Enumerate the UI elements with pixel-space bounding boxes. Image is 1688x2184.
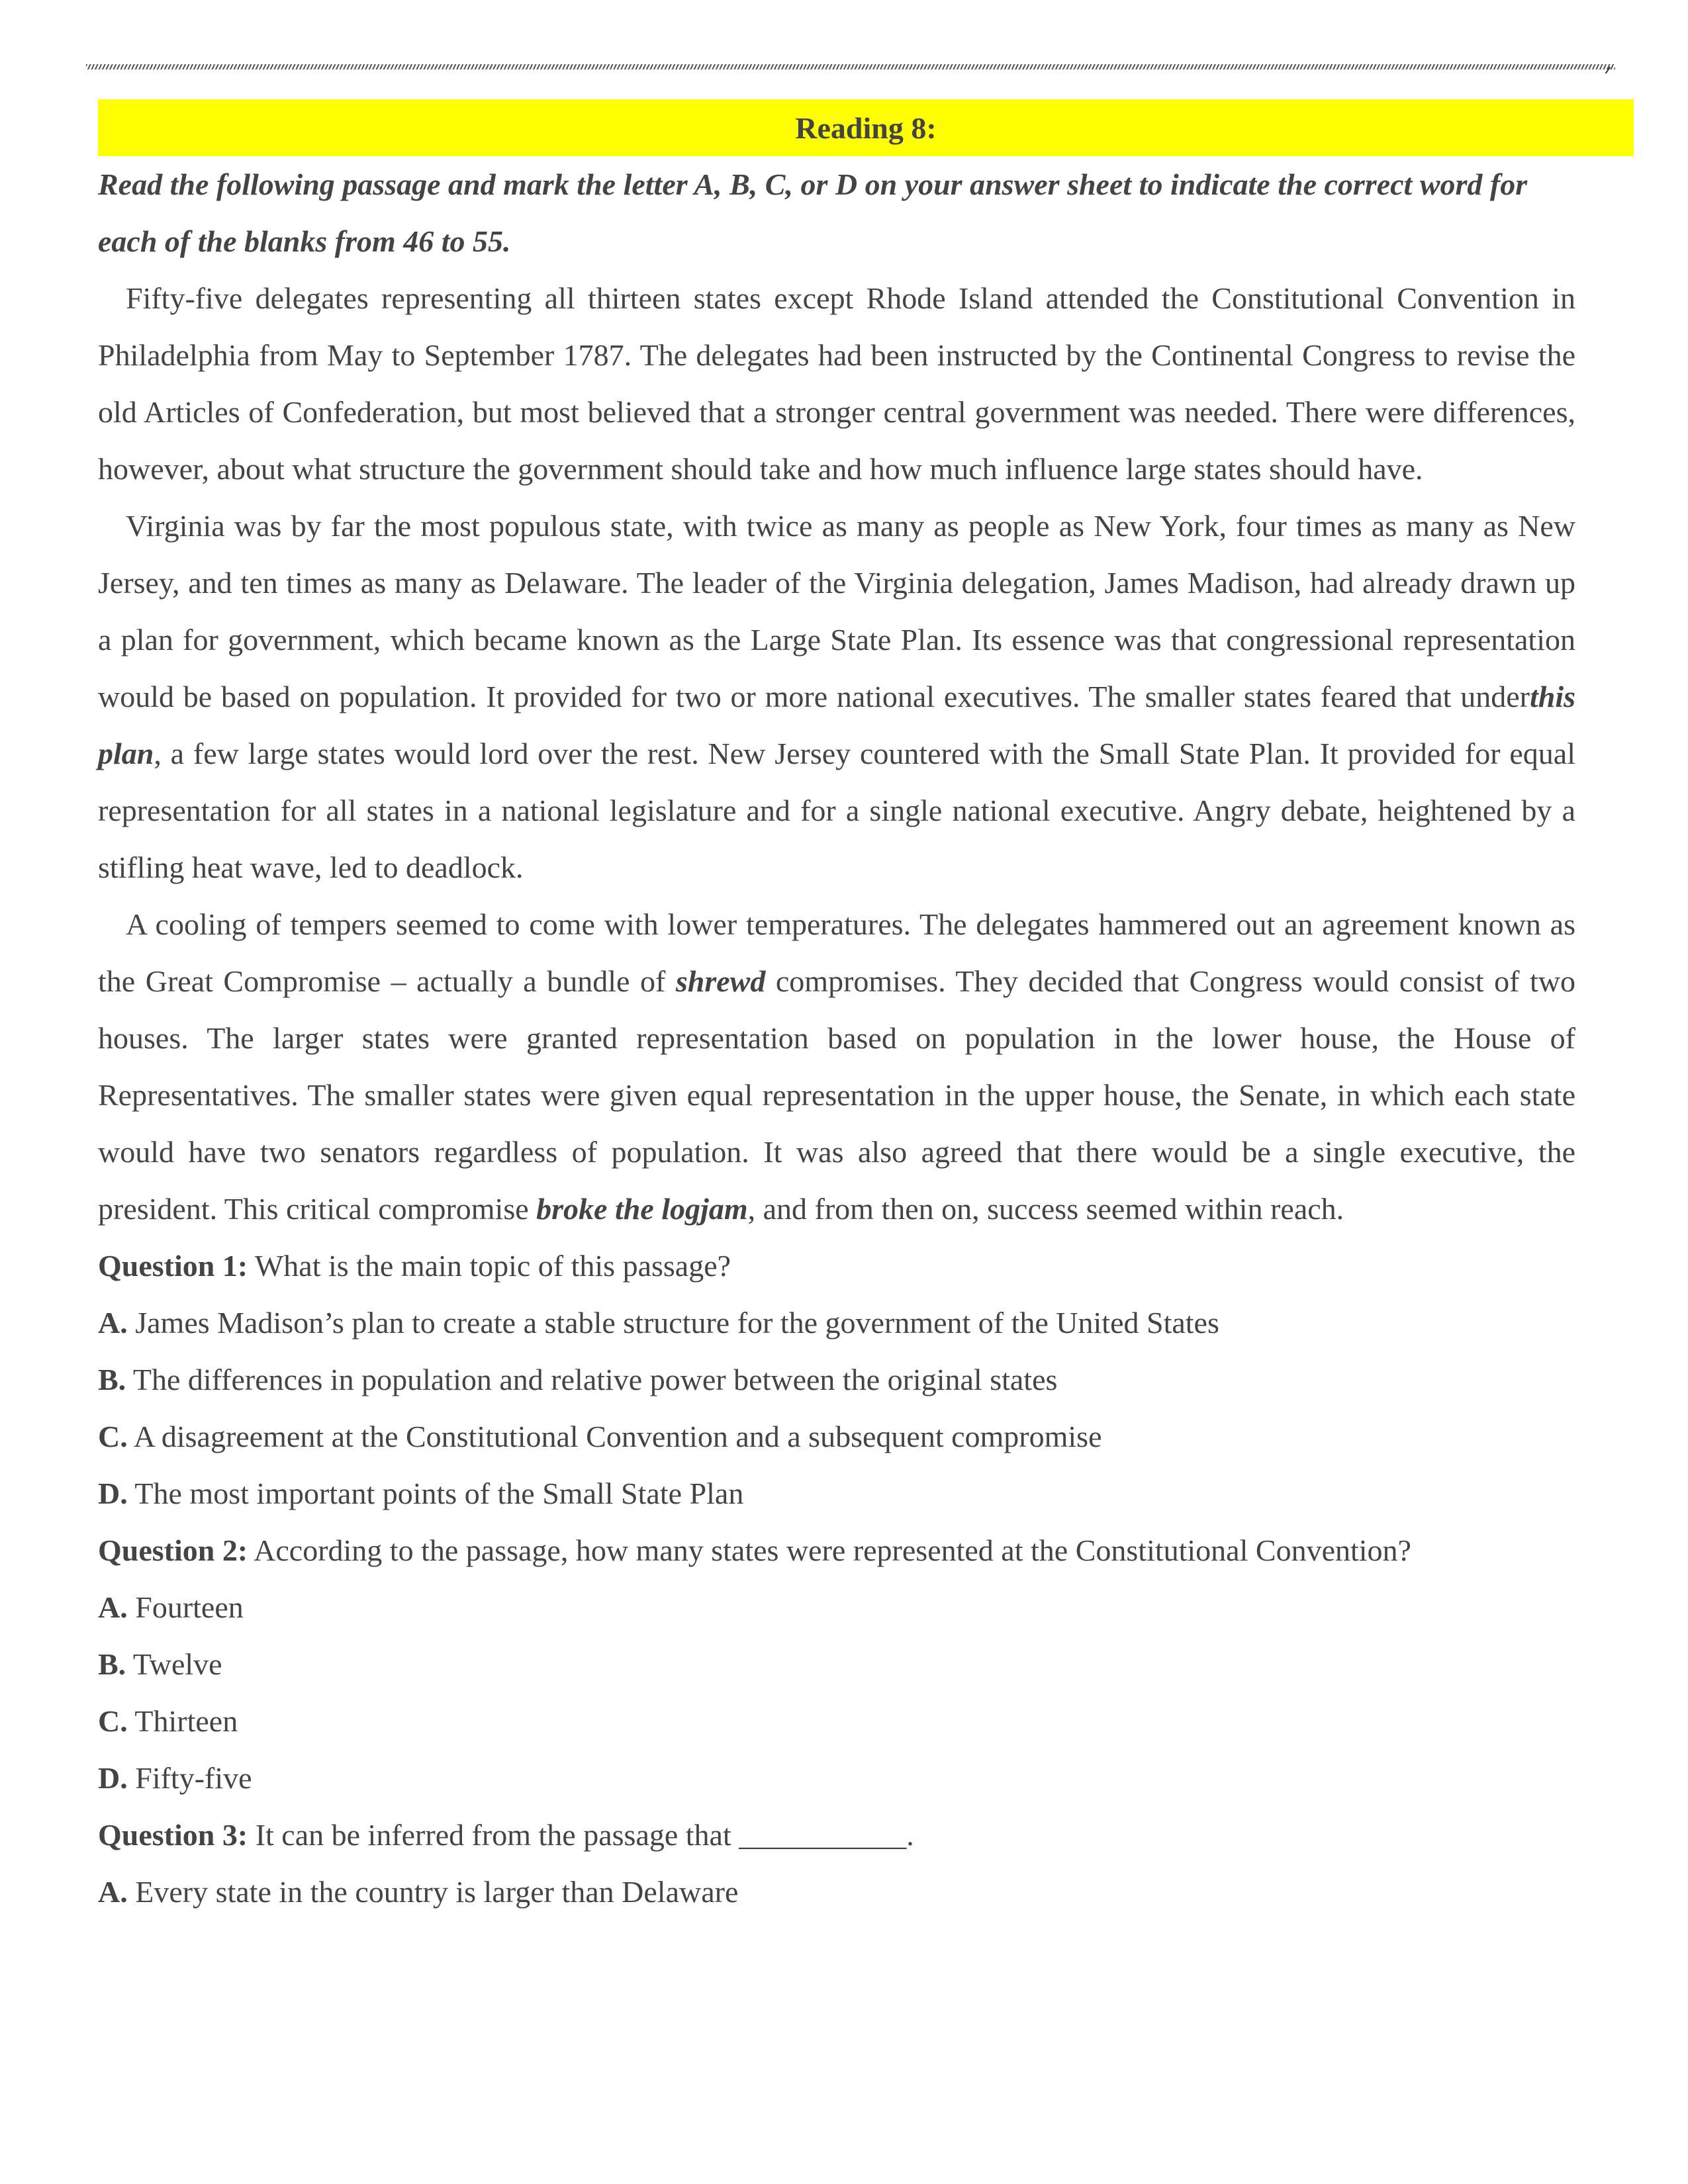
- option-c[interactable]: [98, 1408, 1575, 1465]
- option-a[interactable]: [98, 1295, 1575, 1351]
- paragraph-text: Fifty-five delegates representing all thirteen states except Rhode Island attended the Constitutional Convention in Philadelphia from May to September 1787. The delegates had been instructed by the Continental Congress to revise the old Articles of Confederation, but most believed that a stronger central government was needed. There were differences, however, about what structure the government should take and how much influence large states should have.: [98, 281, 1575, 486]
- paragraph-text: Virginia was by far the most populous state, with twice as many as people as New York, four times as many as New Jersey, and ten times as many as Delaware. The leader of the Virginia delegation, James Madison, had already drawn up a plan for government, which became known as the Large State Plan. Its essence was that congressional representation would be based on population. It provided for two or more national executives. The smaller states feared that under: [98, 509, 1575, 713]
- option-text: Fifty-five: [127, 1761, 252, 1795]
- option-text: Thirteen: [127, 1704, 238, 1738]
- option-text: A disagreement at the Constitutional Convention and a subsequent compromise: [127, 1420, 1102, 1453]
- emphasized-phrase-this-plan: this plan: [98, 680, 1575, 770]
- page-title: Reading 8:: [795, 111, 937, 145]
- option-letter: A.: [98, 1875, 128, 1909]
- option-text: Fourteen: [127, 1590, 244, 1624]
- passage-paragraph-3: [98, 896, 1575, 1238]
- option-letter: D.: [98, 1761, 128, 1795]
- question-text: According to the passage, how many states were represented at the Constitutional Convention?: [248, 1533, 1411, 1567]
- title-banner: [98, 99, 1634, 156]
- document-body: [98, 156, 1575, 1921]
- option-d[interactable]: [98, 1750, 1575, 1807]
- option-b[interactable]: [98, 1351, 1575, 1408]
- passage: [98, 270, 1575, 1238]
- emphasized-word-shrewd: shrewd: [675, 964, 766, 998]
- option-text: Every state in the country is larger than Delaware: [127, 1875, 739, 1909]
- option-letter: A.: [98, 1306, 128, 1340]
- emphasized-phrase-broke-the-logjam: broke the logjam: [536, 1192, 748, 1226]
- option-text: The differences in population and relative power between the original states: [126, 1363, 1058, 1396]
- option-d[interactable]: [98, 1465, 1575, 1522]
- option-letter: D.: [98, 1477, 128, 1510]
- question-label: Question 1:: [98, 1249, 248, 1283]
- passage-paragraph-2: [98, 498, 1575, 896]
- paragraph-text: compromises. They decided that Congress would consist of two houses. The larger states were granted representation based on population in the lower house, the House of Representatives. The smaller states were given equal representation in the upper house, the Senate, in which each state would have two senators regardless of population. It was also agreed that there would be a single executive, the president. This critical compromise: [98, 964, 1575, 1226]
- question-2: [98, 1522, 1575, 1807]
- option-c[interactable]: [98, 1693, 1575, 1750]
- question-text: It can be inferred from the passage that ___________.: [248, 1818, 914, 1852]
- question-1: [98, 1238, 1575, 1522]
- question-label: Question 2:: [98, 1533, 248, 1567]
- question-3: [98, 1807, 1575, 1921]
- instructions: Read the following passage and mark the letter A, B, C, or D on your answer sheet to indicate the correct word for each of the blanks from 46 to 55.: [98, 167, 1528, 258]
- option-text: Twelve: [126, 1647, 222, 1681]
- passage-paragraph-1: [98, 270, 1575, 498]
- paragraph-text: , and from then on, success seemed within reach.: [747, 1192, 1344, 1226]
- decorative-header-rule: [86, 64, 1615, 69]
- option-letter: C.: [98, 1420, 128, 1453]
- question-text: What is the main topic of this passage?: [248, 1249, 731, 1283]
- paragraph-text: , a few large states would lord over the rest. New Jersey countered with the Small State Plan. It provided for equal representation for all states in a national legislature and for a single national executive. Angry debate, heightened by a stifling heat wave, led to deadlock.: [98, 737, 1575, 884]
- option-letter: C.: [98, 1704, 128, 1738]
- option-a[interactable]: [98, 1579, 1575, 1636]
- option-letter: B.: [98, 1363, 126, 1396]
- paragraph-text: A cooling of tempers seemed to come with lower temperatures. The delegates hammered out an agreement known as the Great Compromise – actually a bundle of: [98, 907, 1575, 998]
- option-text: The most important points of the Small State Plan: [127, 1477, 744, 1510]
- question-stem: [98, 1522, 1575, 1579]
- option-text: James Madison’s plan to create a stable structure for the government of the United States: [127, 1306, 1219, 1340]
- option-b[interactable]: [98, 1636, 1575, 1693]
- option-letter: A.: [98, 1590, 128, 1624]
- option-a[interactable]: [98, 1864, 1575, 1921]
- option-letter: B.: [98, 1647, 126, 1681]
- question-label: Question 3:: [98, 1818, 248, 1852]
- question-stem: [98, 1807, 1575, 1864]
- question-stem: [98, 1238, 1575, 1295]
